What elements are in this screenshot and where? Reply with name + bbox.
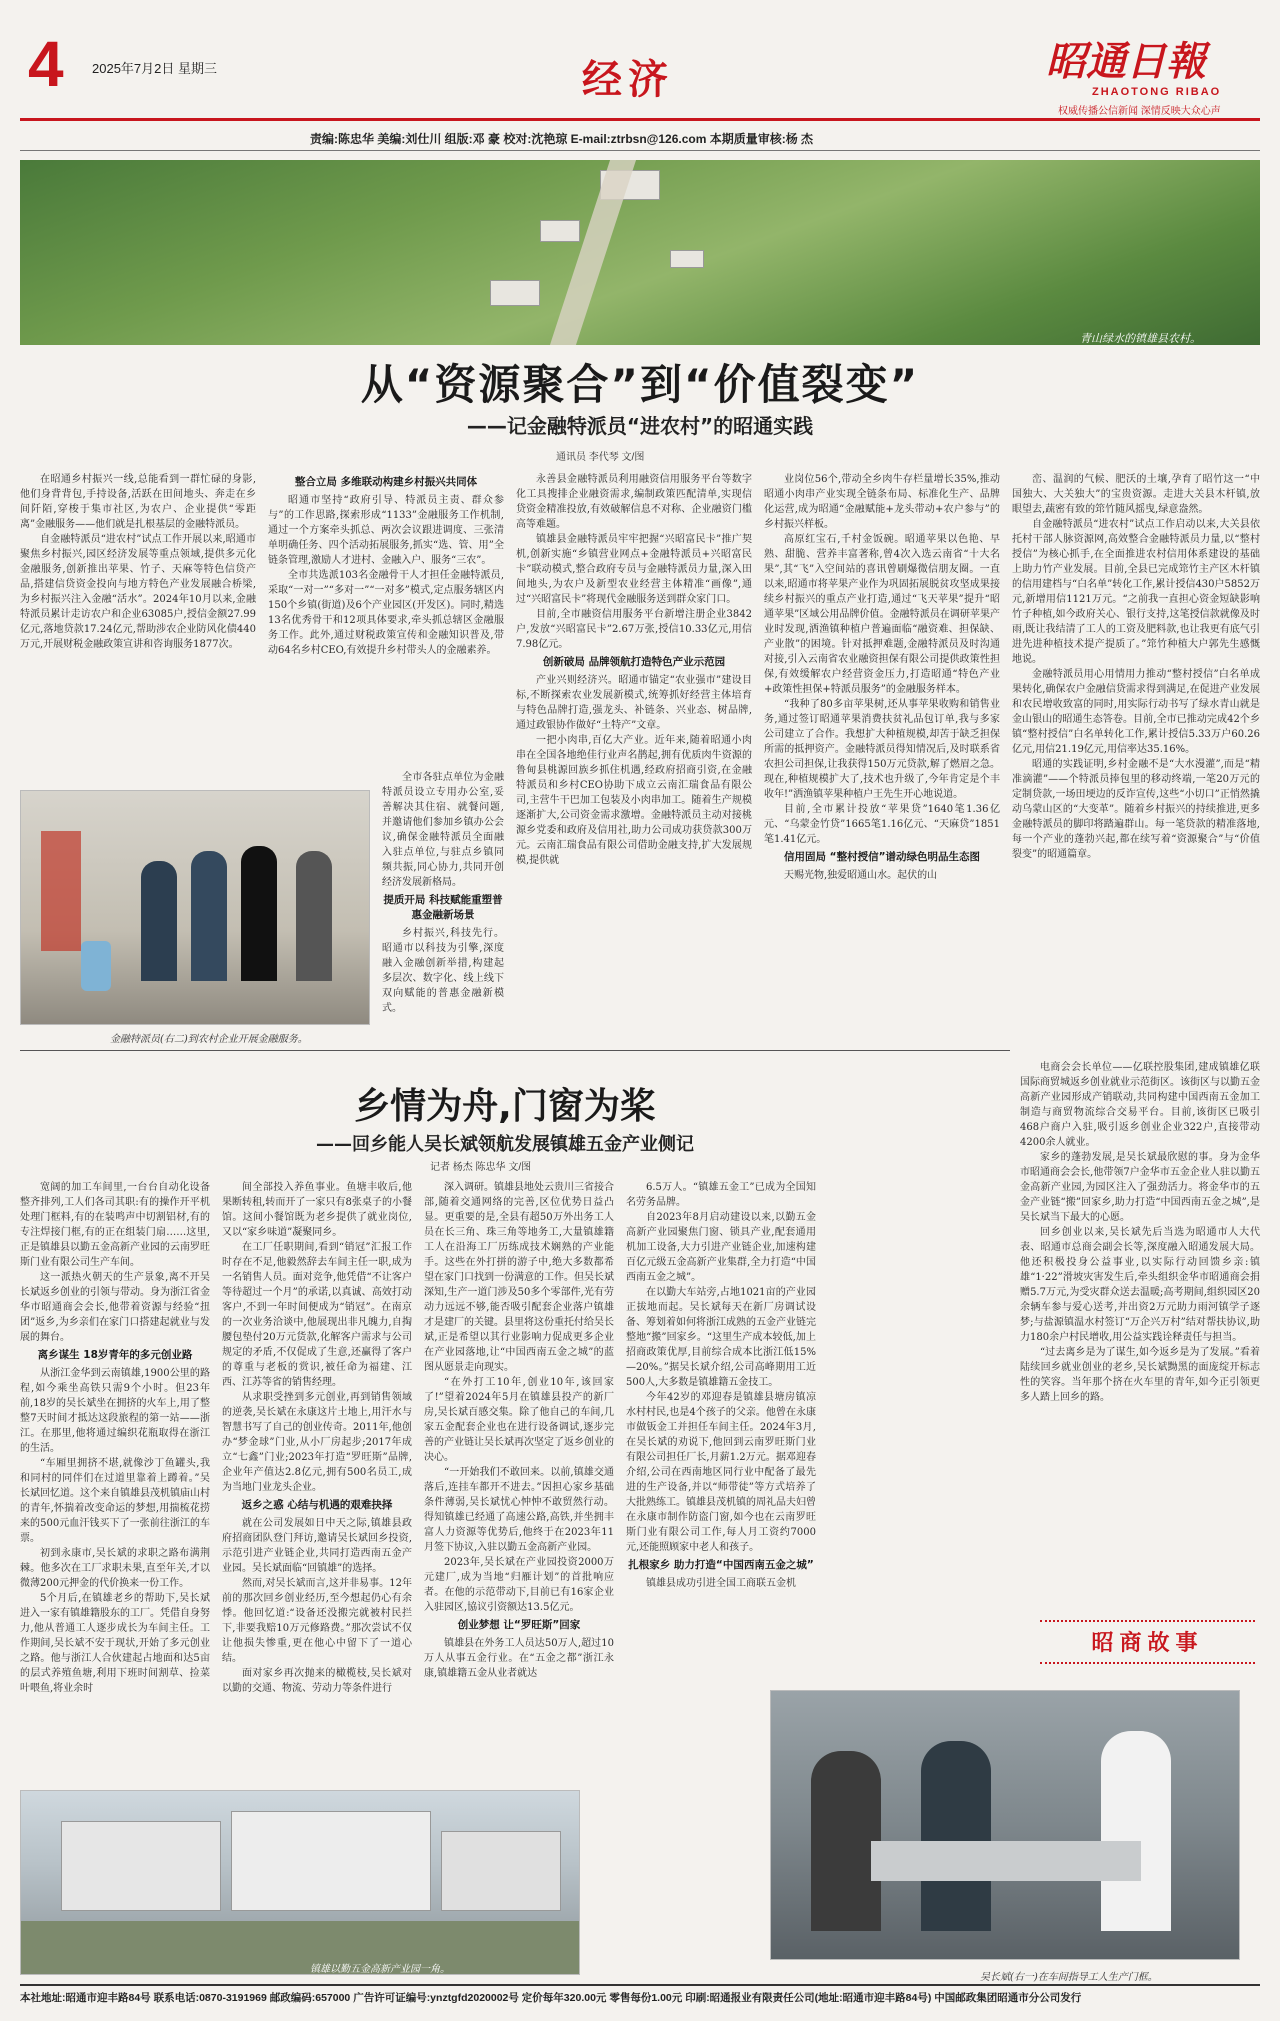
article-separator	[20, 1050, 1010, 1051]
article2-paragraph: 自2023年8月启动建设以来,以勤五金高新产业园聚焦门窗、锁具产业,配套通用机加工设备,大力引进产业链企业,加速构建百亿元级五金高新产业集群,全力打造“中国西南五金之城”。	[626, 1212, 816, 1283]
article2-paragraph: 深入调研。镇雄县地处云贵川三省接合部,随着交通网络的完善,区位优势日益凸显。更重要的是,全县有超50万外出务工人员在长三角、珠三角等地务工,大量镇雄籍工人在沿海工厂历练成技术娴熟的产业能手。这些在外打拼的游子中,绝大多数都希望在家门口找到一份满意的工作。但吴长斌深知,生产一道门涉及50多个零部件,光有劳动力远远不够,能否吸引配套企业落户镇雄才是建厂的关键。县里将这份重托付给吴长斌,正是希望以其行业影响力促成更多企业在产业园落地,让“中国西南五金之城”的蓝图从愿景走向现实。	[424, 1182, 614, 1373]
article2-paragraph: 镇雄县在外务工人员达50万人,超过10万人从事五金行业。在“五金之都”浙江永康,镇雄籍五金从业者就达	[424, 1638, 614, 1679]
photo-workshop-caption: 吴长斌(右一)在车间指导工人生产门框。	[980, 1972, 1158, 1983]
article2-paragraph: “一开始我们不敢回来。以前,镇雄交通落后,连挂车都开不进去。”因担心家乡基础条件薄弱,吴长斌忧心忡忡不敢贸然行动。得知镇雄已经通了高速公路,高铁,并坐拥丰富人力资源等优势后,他终于在2023年11月签下协议,入驻以勤五金高新产业园。	[424, 1467, 614, 1553]
article1-paragraph: 高原红宝石,千村金饭碗。昭通苹果以色艳、早熟、甜脆、营养丰富著称,曾4次入选云南省“十大名果”,其“飞”入空间站的喜讯曾刷爆微信朋友圈。一直以来,昭通市将苹果产业作为巩固拓展脱贫攻坚成果接续乡村振兴的重点产业打造,通过“飞天苹果”提升“昭通苹果”区域公用品牌价值。金融特派员在调研苹果产业时发现,洒渔镇种植户普遍面临“融资难、担保缺、产业散”的困境。针对抵押难题,金融特派员及时沟通对接,引入云南省农业融资担保有限公司提供政策性担保,有效缓解农户经营资金压力,打造昭通“特色产业+政策性担保+特派员服务”的金融服务样本。	[764, 534, 1000, 695]
article1-paragraph: 乡村振兴,科技先行。昭通市以科技为引擎,深度融入金融创新举措,构建起多层次、数字化、线上线下双向赋能的普惠金融新模式。	[382, 928, 504, 1014]
editor-credits: 责编:陈忠华 美编:刘仕川 组版:邓 豪 校对:沈艳琼 E-mail:ztrbsn@126.com 本期质量审核:杨 杰	[310, 132, 814, 146]
article2-paragraph: 5个月后,在镇雄老乡的帮助下,吴长斌进入一家有镇雄籍股东的工厂。凭借自身努力,他从普通工人逐步成长为车间主任。工作期间,吴长斌不安于现状,开始了多元创业之路。他与浙江人合伙建起占地面和达5亩的层式养殖鱼塘,利用下班时间割草、捡菜叶喂鱼,将业余时	[20, 1593, 210, 1694]
masthead-rule	[20, 118, 1260, 121]
article2-paragraph: 从求职受挫到多元创业,再到销售领域的逆袭,吴长斌在永康这片土地上,用汗水与智慧书写了自己的创业传奇。2011年,他创办“梦金球”门业,从小厂房起步;2017年成立“七鑫”门业;2023年打造“罗旺斯”品牌,企业年产值达2.8亿元,拥有500名员工,成为当地门业龙头企业。	[222, 1392, 412, 1493]
article1-paragraph: 天赐光物,独爱昭通山水。起伏的山	[784, 870, 938, 881]
article1-paragraph: 业岗位56个,带动全乡肉牛存栏量增长35%,推动昭通小肉串产业实现全链条布局、标准化生产、品牌化运营,成为昭通“金融赋能+龙头带动+农户参与”的乡村振兴样板。	[764, 474, 1000, 530]
article2-paragraph: 这一派热火朝天的生产景象,离不开吴长斌返乡创业的引领与带动。身为浙江省金华市昭通商会会长,他带着资源与经验“扭团”返乡,为乡亲们在家门口搭建起就业与发展的舞台。	[20, 1272, 210, 1343]
article2-paragraph: 今年42岁的邓迎春是镇雄县塘房镇凉水村村民,也是4个孩子的父亲。他曾在永康市做钣金工并担任车间主任。2024年3月,在吴长斌的劝说下,他回到云南罗旺斯门业有限公司担任厂长,月薪1.2万元。据邓迎春介绍,公司在西南地区同行业中配备了最先进的生产设备,并以“师带徒”等方式培养了大批熟练工。镇雄县茂机镇的周礼品夫妇曾在永康市制作防盗门窗,如今也在云南罗旺斯门业有限公司工作,每人月工资约7000元,还能照顾家中老人和孩子。	[626, 1392, 816, 1553]
article1-paragraph: 产业兴则经济兴。昭通市锚定“农业强市”建设目标,不断探索农业发展新模式,统筹抓好经营主体培育与特色品牌打造,强龙头、补链条、兴业态、树品牌,通过政银协作做好“土特产”文章。	[516, 675, 752, 731]
article1-column-5	[1012, 472, 1260, 1038]
article2-subheading: 创业梦想 让“罗旺斯”回家	[457, 1619, 581, 1631]
article2-paragraph: 面对家乡再次抛来的橄榄枝,吴长斌对以勤的交通、物流、劳动力等条件进行	[222, 1668, 412, 1694]
article2-byline: 记者 杨杰 陈忠华 文/图	[430, 1162, 532, 1173]
article2-subtitle: ——回乡能人吴长斌领航发展镇雄五金产业侧记	[316, 1134, 694, 1155]
article2-paragraph: 就在公司发展如日中天之际,镇雄县政府招商团队登门拜访,邀请吴长斌回乡投资,示范引进产业链企业,共同打造西南五金产业园。吴长斌面临“回镇雄”的选择。	[222, 1518, 412, 1574]
article1-paragraph: “我种了80多亩苹果树,还从事苹果收购和销售业务,通过签订昭通苹果消费扶贫礼品包订单,我与多家公司建立了合作。我想扩大种植规模,却苦于缺乏担保所需的抵押资产。金融特派员得知情况后,及时联系省农担公司担保,让我获得150万元贷款,解了燃眉之急。现在,种植规模扩大了,技术也升级了,今年肯定是个丰收年!”洒渔镇苹果种植户王先生开心地说道。	[764, 699, 1000, 800]
article2-column-1	[20, 1180, 210, 1780]
article1-subtitle: ——记金融特派员“进农村”的昭通实践	[466, 414, 814, 438]
article1-column-3	[516, 472, 752, 1038]
article1-paragraph: 永善县金融特派员利用融资信用服务平台等数字化工具搜排企业融资需求,编制政策匹配清单,实现信贷资金精准投放,有效破解信息不对称、企业融资门槛高等难题。	[516, 474, 752, 530]
article1-paragraph: 镇雄县金融特派员牢牢把握“兴昭富民卡”推广契机,创新实施“乡镇营业网点+金融特派员+兴昭富民卡”联动模式,整合政府专员与金融特派员力量,深入田间地头,为农户及新型农业经营主体精准“画像”,通过“兴昭富民卡”将现代金融服务送到群众家门口。	[516, 534, 752, 605]
article1-column-4	[764, 472, 1000, 1038]
article1-paragraph: 金融特派员用心用情用力推动“整村授信”白名单成果转化,确保农户金融信贷需求得到满足,在促进产业发展和农民增收致富的同时,用实际行动书写了绿水青山就是金山银山的昭通生态答卷。目前,全市已推动完成42个乡镇“整村授信”白名单转化工作,累计授信5.33万户60.26亿元,用信21.19亿元,用信率达35.16%。	[1012, 669, 1260, 755]
article2-paragraph: “车厢里拥挤不堪,就像沙丁鱼罐头,我和同村的同伴们在过道里靠着上蹲着。”吴长斌回忆道。这个来自镇雄县茂机镇庙山村的青年,怀揣着改变命运的梦想,用揣梳花捞来的500元血汗钱买下了一张前往浙江的车票。	[20, 1458, 210, 1544]
footer-info: 本社地址:昭通市迎丰路84号 联系电话:0870-3191969 邮政编码:657000 广告许可证编号:ynztgfd2020002号 定价每年320.00元 零售每份1.00元 印刷:昭通报业有限责任公司(地址:昭通市迎丰路84号) 中国邮政集团昭通市分公司发行	[20, 1992, 1082, 2004]
article2-subheading: 扎根家乡 助力打造“中国西南五金之城”	[628, 1559, 814, 1571]
article2-paragraph: 电商会会长单位——亿联控股集团,建成镇雄亿联国际商贸城返乡创业就业示范街区。该街区与以勤五金高新产业园形成产销联动,共同构建中国西南五金加工制造与商贸物流综合交易平台。目前,该街区已吸引468户商户入驻,吸引返乡创业企业322户,直接带动4200余人就业。	[1020, 1062, 1260, 1148]
issue-date: 2025年7月2日 星期三	[92, 61, 217, 76]
article1-paragraph: 自金融特派员“进农村”试点工作开展以来,昭通市聚焦乡村振兴,园区经济发展等重点领域,提供多元化金融服务,创新推出苹果、竹子、天麻等特色信贷产品,搭建信贷资金投向与地方特色产业发展融合桥梁,为乡村振兴注入金融“活水”。2024年10月以来,金融特派员累计走访农户和企业63085户,授信金额27.99亿元,落地贷款17.24亿元,帮助涉农企业防风化债440万元,开展财税金融政策宣讲和咨询服务1877次。	[20, 534, 256, 650]
article2-paragraph: 间全部投入养鱼事业。鱼塘丰收后,他果断转租,转而开了一家只有8张桌子的小餐馆。这间小餐馆既为老乡提供了就业岗位,又以“家乡味道”凝聚同乡。	[222, 1182, 412, 1238]
article2-paragraph: 镇雄县成功引进全国工商联五金机	[646, 1578, 796, 1589]
newspaper-slogan: 权威传播公信新闻 深情反映大众心声	[1058, 106, 1221, 117]
newspaper-logo-en: ZHAOTONG RIBAO	[1092, 86, 1222, 98]
photo-workshop	[770, 1690, 1240, 1960]
article1-title: 从“资源聚合”到“价值裂变”	[360, 360, 920, 409]
article1-paragraph: 目前,全市累计投放“苹果贷”1640笔1.36亿元、“乌蒙金竹贷”1665笔1.16亿元、“天麻贷”1851笔1.41亿元。	[764, 804, 1000, 845]
article2-paragraph: 在工厂任职期间,看到“销冠”汇报工作时存在不足,他毅然辞去车间主任一职,成为一名销售人员。面对竞争,他凭借“不让客户等待超过一个月”的承诺,以真诚、高效打动客户,不到一年时间便成为“销冠”。在南京的一次业务洽谈中,他展现出非凡魄力,自掏腰包垫付20万元货款,化解客户需求与公司规定的矛盾,不仅促成了生意,还赢得了客户的尊重与老板的赏识,被任命为福建、江西、江苏等省的销售经理。	[222, 1242, 412, 1388]
article1-subheading: 信用固局 “整村授信”谱动绿色明品生态图	[784, 851, 980, 863]
article2-paragraph: 家乡的蓬勃发展,是吴长斌最欣慰的事。身为金华市昭通商会会长,他带领7户金华市五金企业人驻以勤五金高新产业园,为园区注入了强劲活力。将金华市的五金产业链“搬”回家乡,助力打造“中国西南五金之城”,是吴长斌当下最大的心愿。	[1020, 1152, 1260, 1223]
newspaper-logo: 昭通日報	[1046, 38, 1206, 85]
article2-paragraph: 宽阔的加工车间里,一台台自动化设备整齐排列,工人们各司其职:有的操作开平机处理门框料,有的在装鸣声中切割铝材,有的专注焊接门框,有的正在组装门扇……这里,正是镇雄县以勤五金高新产业园的云南罗旺斯门业有限公司生产车间。	[20, 1182, 210, 1268]
article1-column-1	[20, 472, 256, 782]
page-number: 4	[28, 28, 64, 100]
article2-column-2	[222, 1180, 412, 1780]
story-column-badge: 昭商故事	[1040, 1620, 1255, 1664]
article2-column-3	[424, 1180, 614, 1780]
article1-paragraph: 峦、温润的气候、肥沃的土壤,孕育了昭竹这一“中国独大、大关独大”的宝贵资源。走进大关县木杆镇,放眼望去,蔬密有致的筇竹随风摇曳,绿意盎然。	[1012, 474, 1260, 515]
article1-paragraph: 在昭通乡村振兴一线,总能看到一群忙碌的身影,他们身背背包,手持设备,活跃在田间地头、奔走在乡间阡陌,穿梭于集市社区,为农户、企业提供“零距离”金融服务——他们就是扎根基层的金融特派员。	[20, 474, 256, 530]
photo-industrial-park	[20, 1790, 580, 1975]
article1-subheading: 创新破局 品牌领航打造特色产业示范园	[542, 656, 726, 668]
article2-paragraph: 回乡创业以来,吴长斌先后当选为昭通市人大代表、昭通市总商会副会长等,深度融入昭通发展大局。他还积极投身公益事业,以实际行动回馈乡亲:镇雄“1·22”滑坡灾害发生后,牵头组织金华市昭通商会捐赠5.7万元,为受灾群众送去温暖;高考期间,组织园区20余辆车参与爱心送考,并出资2万元助力雨河镇学子逐梦;与盐源镇温水村签订“万企兴万村”结对帮扶协议,助力180余户村民增收,用公益实践诠释责任与担当。	[1020, 1227, 1260, 1343]
article1-column-2	[268, 472, 504, 762]
article1-subheading: 整合立局 多维联动构建乡村振兴共同体	[294, 476, 478, 488]
article2-column-5	[1020, 1060, 1260, 1615]
article1-subheading: 提质开局 科技赋能重塑普惠金融新场景	[383, 894, 503, 921]
article2-paragraph: “过去离乡是为了谋生,如今返乡是为了发展。”看着陆续回乡就业创业的老乡,吴长斌黝黑的面庞绽开标志性的笑容。当年那个挤在火车里的青年,如今正引领更多人踏上回乡的路。	[1020, 1347, 1260, 1403]
article2-paragraph: 初到永康市,吴长斌的求职之路布满荆棘。他多次在工厂求职未果,直至年关,才以微薄200元押金的代价换来一份工作。	[20, 1548, 210, 1589]
article2-paragraph: 从浙江金华到云南镇雄,1900公里的路程,如今乘坐高铁只需9个小时。但23年前,18岁的吴长斌坐在拥挤的火车上,用了整整7天时间才抵达这段旅程的第一站——浙江。在那里,他将通过编织花瓶取得在浙江的生活。	[20, 1368, 210, 1454]
article1-paragraph: 一把小肉串,百亿大产业。近年来,随着昭通小肉串在全国各地绝佳行业声名鹊起,拥有优质肉牛资源的鲁甸县桃源回族乡抓住机遇,经政府招商引资,在金融特派员和乡村CEO协助下成立云南汇瑞食品有限公司,主营牛干巴加工包装及小肉串加工。随着生产规模逐渐扩大,公司资金需求激增。金融特派员主动对接桃源乡党委和政府及信用社,助力公司成功获贷款300万元。云南汇瑞食品有限公司借助金融支持,扩大发展规模,提供就	[516, 735, 752, 866]
article2-paragraph: 在以勤大车站旁,占地1021亩的产业园正拔地而起。吴长斌每天在新厂房调试设备、筹划着如何将浙江成熟的五金产业链完整地“搬”回家乡。“这里生产成本较低,加上招商政策优厚,目前综合成本比浙江低15%—20%。”据吴长斌介绍,公司高峰期用工近500人,大多数是镇雄籍五金技工。	[626, 1287, 816, 1388]
credits-rule	[20, 150, 1260, 151]
footer-rule	[20, 1984, 1260, 1986]
article2-paragraph: 2023年,吴长斌在产业园投资2000万元建厂,成为当地“归雁计划”的首批响应者。在他的示范带动下,目前已有16家企业入驻园区,協议引资额达13.5亿元。	[424, 1557, 614, 1613]
article2-title: 乡情为舟,门窗为桨	[354, 1086, 656, 1127]
article1-paragraph: 昭通的实践证明,乡村金融不是“大水漫灌”,而是“精准滴灌”——个特派员捧包里的移动终端,一笔20万元的定制贷款,一场田埂边的反诈宣传,这些“小切口”正悄然撬动乌蒙山区的“大变革”。随着乡村振兴的持续推进,更多金融特派员的脚印将踏遍群山。每一笔贷款的精准落地,每一个产业的蓬勃兴起,都在续写着“资源聚合”与“价值裂变”的昭通篇章。	[1012, 759, 1260, 860]
photo-industrial-park-caption: 镇雄以勤五金高新产业园一角。	[310, 1964, 450, 1975]
article2-paragraph: “在外打工10年,创业10年,该回家了!”望着2024年5月在镇雄县投产的新厂房,吴长斌百感交集。除了他自己的车间,几家五金配套企业也在进行设备调试,逐步完善的产业链让吴长斌再次坚定了返乡创业的决心。	[424, 1377, 614, 1463]
article2-paragraph: 6.5万人。“镇雄五金工”已成为全国知名劳务品牌。	[626, 1182, 816, 1208]
article1-paragraph: 自金融特派员“进农村”试点工作启动以来,大关县依托村干部人脉资源网,高效整合金融特派员力量,以“整村授信”为核心抓手,在全面推进农村信用体系建设的基础上助力竹产业发展。目前,全县已完成筇竹主产区木杆镇的信用建档与“白名单”转化工作,累计授信430户5852万元,新增用信1121万元。“之前我一直担心资金短缺影响竹子种植,如今政府关心、银行支持,这笔授信款就像及时雨,既让我结清了工人的工资及肥料款,也让我更有底气引进先进种植技术提产提质了。”筇竹种植大户郭先生感慨地说。	[1012, 519, 1260, 665]
hero-photo-caption: 青山绿水的镇雄县农村。	[1080, 332, 1201, 345]
article2-subheading: 返乡之惑 心结与机遇的艰难抉择	[241, 1499, 393, 1511]
article1-paragraph: 目前,全市融资信用服务平台新增注册企业3842户,发放“兴昭富民卡”2.67万张,授信10.33亿元,用信7.98亿元。	[516, 609, 752, 650]
article2-paragraph: 然而,对吴长斌而言,这并非易事。12年前的那次回乡创业经历,至今想起仍心有余悸。他回忆道:“设备还没搬完就被村民拦下,非要我赔10万元修路费。”那次尝试不仅让他损失惨重,更在他心中留下了一道心结。	[222, 1578, 412, 1664]
section-title: 经济	[582, 57, 674, 103]
article1-paragraph: 全市共选派103名金融骨干人才担任金融特派员,采取“一对一”“多对一”“一对多”模式,定点服务辖区内150个乡镇(街道)及6个产业园区(开发区)。同时,精选13名优秀骨干和12项具体要求,牵头抓总辖区金融服务工作。此外,通过财税政策宣传和金融知识普及,带动64名乡村CEO,有效提升乡村带头人的金融素养。	[268, 570, 504, 656]
article2-column-4	[626, 1180, 816, 1720]
article1-column-2b	[382, 770, 504, 1038]
article1-paragraph: 全市各驻点单位为金融特派员设立专用办公室,妥善解决其住宿、就餐问题,并邀请他们参加乡镇办公会议,确保金融特派员全面融入驻点单位,与驻点乡镇同频共振,同心协力,共同开创经济发展新格局。	[382, 772, 504, 888]
photo-financial-envoy	[20, 790, 370, 1025]
article2-subheading: 离乡谋生 18岁青年的多元创业路	[37, 1349, 193, 1361]
hero-photo-village	[20, 160, 1260, 345]
photo-financial-envoy-caption: 金融特派员(右二)到农村企业开展金融服务。	[110, 1034, 308, 1045]
article1-byline: 通讯员 李代琴 文/图	[556, 452, 645, 463]
article1-paragraph: 昭通市坚持“政府引导、特派员主责、群众参与”的工作思路,探索形成“1133”金融服务工作机制,通过一个方案牵头抓总、两次会议跟进调度、三张清单明确任务、四个活动拓展服务,抓实“选、管、用”全链条管理,激励人才进村、金融入户、服务“三农”。	[268, 495, 504, 566]
